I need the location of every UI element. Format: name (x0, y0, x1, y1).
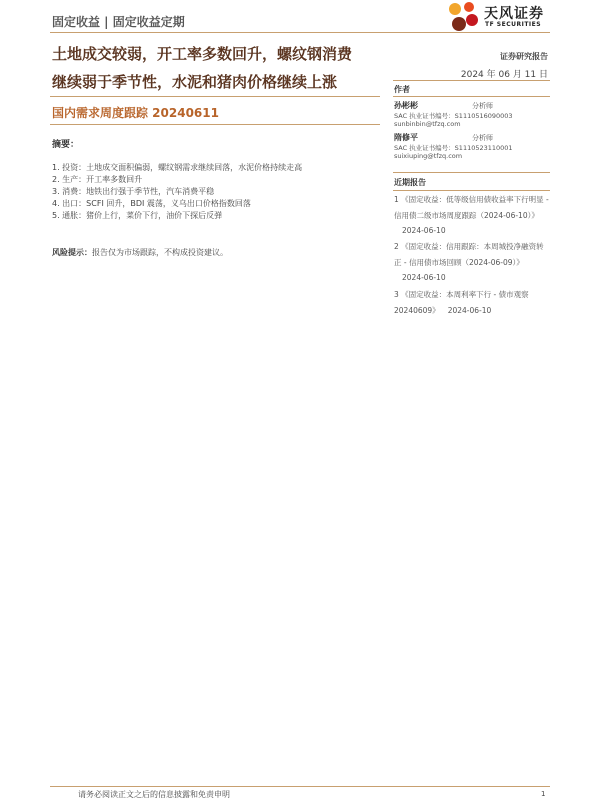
recent-report-date: 2024-06-10 (402, 273, 446, 282)
sidebar-divider (393, 172, 550, 173)
abstract-item: 2. 生产：开工率多数回升 (52, 175, 143, 184)
abstract-item: 4. 出口：SCFI 回升，BDI 震荡，义乌出口价格指数回落 (52, 199, 251, 208)
risk-warning (52, 247, 228, 258)
recent-report-date: 2024-06-10 (447, 305, 492, 315)
author-email[interactable]: sunbinbin@tfzq.com (394, 120, 461, 128)
recent-report-item[interactable] (394, 192, 550, 239)
author-email[interactable]: suixiuping@tfzq.com (394, 152, 463, 160)
abstract-item: 3. 消费：地铁出行强于季节性，汽车消费平稳 (52, 187, 215, 196)
abstract-label: 摘要： (52, 140, 80, 150)
title-divider (50, 96, 380, 97)
footer-divider (50, 786, 550, 787)
authors-label: 作者 (394, 85, 410, 94)
sidebar-divider (393, 190, 550, 191)
logo-name-cn: 天风证券 (484, 6, 544, 22)
recent-report-title[interactable]: 1 《固定收益：低等级信用债收益率下行明显 - 信用债二级市场周度跟踪（2024-06-10）》 (394, 195, 549, 220)
author-name: 隋修平 (394, 133, 418, 142)
risk-text: 报告仅为市场跟踪，不构成投资建议。 (92, 248, 228, 257)
author-name: 孙彬彬 (394, 101, 418, 110)
abstract-item: 5. 通胀：猪价上行，菜价下行，油价下探后反弹 (52, 211, 223, 220)
report-date: 2024 年 06 月 11 日 (460, 70, 548, 80)
logo-name-en: TF SECURITIES (485, 21, 542, 28)
recent-reports-label: 近期报告 (394, 178, 426, 187)
recent-report-title[interactable]: 3 《固定收益：本周利率下行 - 债市观察 20240609》 (394, 290, 529, 315)
logo-mark-icon (446, 1, 480, 33)
author-cert: SAC 执业证书编号：S1110523110001 (394, 144, 513, 152)
abstract-list (52, 162, 302, 222)
report-type: 证券研究报告 (500, 52, 548, 61)
risk-label: 风险提示： (52, 248, 92, 257)
author-role: 分析师 (472, 134, 493, 142)
report-title-line-2: 继续弱于季节性，水泥和猪肉价格继续上涨 (52, 73, 338, 91)
brand-logo (446, 1, 556, 33)
sidebar-divider (393, 96, 550, 97)
recent-report-item[interactable] (394, 287, 550, 318)
author-cert: SAC 执业证书编号：S1110516090003 (394, 112, 513, 120)
report-category: 固定收益 | 固定收益定期 (52, 15, 185, 29)
recent-report-date: 2024-06-10 (402, 226, 446, 235)
recent-report-title[interactable]: 2 《固定收益：信用跟踪：本周城投净融资转正 - 信用债市场回顾（2024-06-09）》 (394, 242, 544, 267)
recent-report-item[interactable] (394, 239, 550, 286)
page-number: 1 (541, 790, 546, 798)
subtitle-divider (50, 124, 380, 125)
footer-disclaimer: 请务必阅读正文之后的信息披露和免责申明 (78, 790, 230, 799)
report-title-line-1: 土地成交较弱，开工率多数回升，螺纹钢消费 (52, 45, 353, 63)
abstract-item: 1. 投资：土地成交面积偏弱，螺纹钢需求继续回落，水泥价格持续走高 (52, 163, 303, 172)
report-subtitle: 国内需求周度跟踪 20240611 (52, 106, 219, 120)
sidebar-divider (393, 80, 550, 81)
author-role: 分析师 (472, 102, 493, 110)
